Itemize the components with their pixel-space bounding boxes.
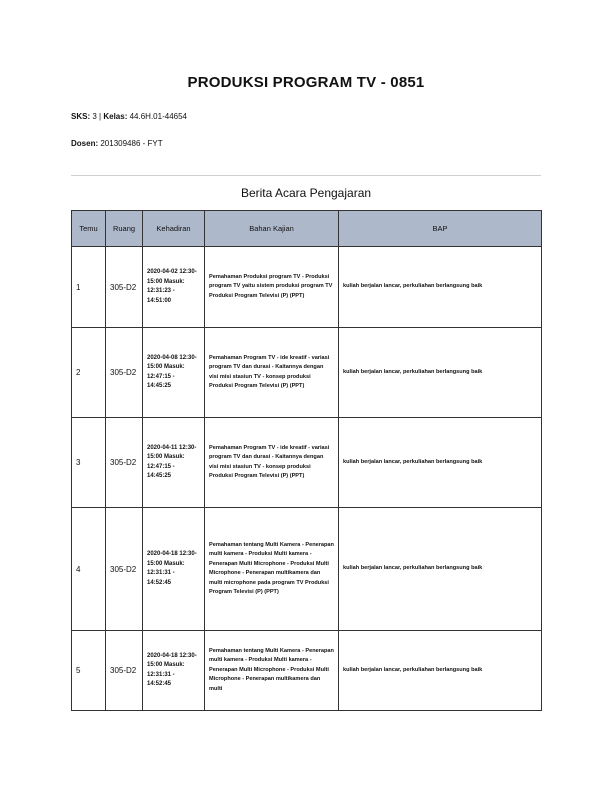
cell-bahan-kajian: Pemahaman Program TV - ide kreatif - variasi program TV dan durasi - Kaitannya dengan visi misi stasiun TV - konsep produksi Produksi Program Televisi (P) (PPT) [205, 328, 339, 418]
cell-temu: 3 [72, 418, 106, 508]
cell-ruang: 305-D2 [106, 508, 143, 631]
table-row [72, 508, 542, 631]
table-header-row [72, 211, 542, 247]
cell-bap: kuliah berjalan lancar, perkuliahan berlangsung baik [339, 631, 542, 711]
header-temu: Temu [72, 211, 106, 247]
cell-ruang: 305-D2 [106, 631, 143, 711]
header-bahan-kajian: Bahan Kajian [205, 211, 339, 247]
cell-kehadiran: 2020-04-18 12:30-15:00 Masuk: 12:31:31 - 14:52:45 [143, 631, 205, 711]
cell-kehadiran: 2020-04-11 12:30-15:00 Masuk: 12:47:15 - 14:45:25 [143, 418, 205, 508]
cell-bahan-kajian: Pemahaman tentang Multi Kamera - Penerapan multi kamera - Produksi Multi kamera - Penerapan Multi Microphone - Produksi Multi Microphone - Penerapan multikamera dan multi microphone pada program TV Produksi Program Televisi (P) (PPT) [205, 508, 339, 631]
kelas-label: Kelas: [103, 112, 128, 121]
cell-ruang: 305-D2 [106, 418, 143, 508]
cell-bahan-kajian: Pemahaman Program TV - ide kreatif - variasi program TV dan durasi - Kaitannya dengan visi misi stasiun TV - konsep produksi Produksi Program Televisi (P) (PPT) [205, 418, 339, 508]
sks-label: SKS: [71, 112, 91, 121]
meta-separator: | [99, 112, 102, 121]
cell-bap: kuliah berjalan lancar, perkuliahan berlangsung baik [339, 418, 542, 508]
cell-temu: 1 [72, 247, 106, 328]
cell-temu: 2 [72, 328, 106, 418]
cell-bap: kuliah berjalan lancar, perkuliahan berlangsung baik [339, 508, 542, 631]
sks-value: 3 [92, 112, 97, 121]
table-row [72, 631, 542, 711]
kelas-value: 44.6H.01-44654 [129, 112, 187, 121]
table-row [72, 247, 542, 328]
header-kehadiran: Kehadiran [143, 211, 205, 247]
cell-kehadiran: 2020-04-02 12:30-15:00 Masuk: 12:31:23 - 14:51:00 [143, 247, 205, 328]
cell-temu: 5 [72, 631, 106, 711]
cell-bap: kuliah berjalan lancar, perkuliahan berlangsung baik [339, 247, 542, 328]
cell-ruang: 305-D2 [106, 247, 143, 328]
cell-bap: kuliah berjalan lancar, perkuliahan berlangsung baik [339, 328, 542, 418]
section-title: Berita Acara Pengajaran [240, 186, 372, 200]
cell-bahan-kajian: Pemahaman tentang Multi Kamera - Penerapan multi kamera - Produksi Multi kamera - Penerapan Multi Microphone - Produksi Multi Microphone - Penerapan multikamera dan multi [205, 631, 339, 711]
cell-temu: 4 [72, 508, 106, 631]
divider [71, 175, 541, 176]
table-row [72, 418, 542, 508]
table-row [72, 328, 542, 418]
header-ruang: Ruang [106, 211, 143, 247]
course-meta [71, 112, 187, 121]
cell-bahan-kajian: Pemahaman Produksi program TV - Produksi program TV yaitu sistem produksi program TV Produksi Program Televisi (P) (PPT) [205, 247, 339, 328]
bap-table [71, 210, 542, 711]
cell-kehadiran: 2020-04-18 12:30-15:00 Masuk: 12:31:31 - 14:52:45 [143, 508, 205, 631]
lecturer-meta [71, 139, 163, 148]
cell-ruang: 305-D2 [106, 328, 143, 418]
cell-kehadiran: 2020-04-08 12:30-15:00 Masuk: 12:47:15 - 14:45:25 [143, 328, 205, 418]
header-bap: BAP [339, 211, 542, 247]
dosen-value: 201309486 - FYT [100, 139, 163, 148]
document-title: PRODUKSI PROGRAM TV - 0851 [187, 74, 425, 91]
dosen-label: Dosen: [71, 139, 99, 148]
